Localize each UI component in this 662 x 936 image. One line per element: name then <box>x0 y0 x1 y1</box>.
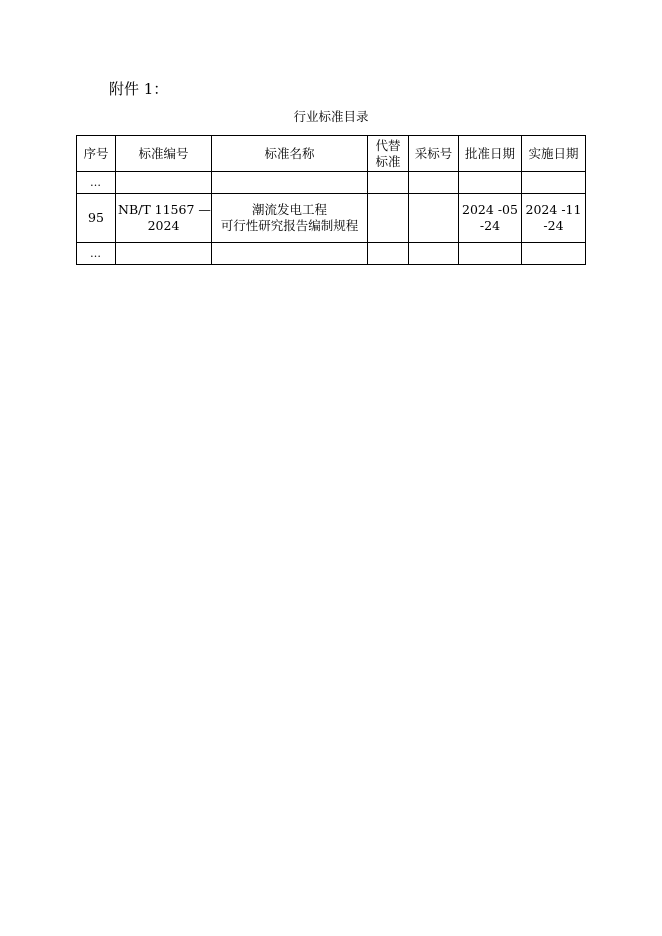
empty-cell <box>522 172 586 194</box>
empty-cell <box>116 243 212 265</box>
header-standard-name: 标准名称 <box>212 136 368 172</box>
empty-cell <box>459 243 522 265</box>
empty-cell <box>459 172 522 194</box>
attachment-label: 附件 1： <box>109 80 169 98</box>
standard-name-line2: 可行性研究报告编制规程 <box>220 218 359 233</box>
header-adopted-standard: 采标号 <box>409 136 459 172</box>
effective-date-line1: 2024 -11 <box>525 202 582 217</box>
empty-cell <box>368 172 409 194</box>
ellipsis-cell: … <box>77 243 116 265</box>
approval-date-line1: 2024 -05 <box>462 202 518 217</box>
approval-date-line2: -24 <box>479 218 501 233</box>
empty-cell <box>368 243 409 265</box>
standard-name-line1: 潮流发电工程 <box>251 202 327 217</box>
standard-code-line2: 2024 <box>147 218 180 233</box>
header-effective-date: 实施日期 <box>522 136 586 172</box>
header-seq: 序号 <box>77 136 116 172</box>
catalog-title: 行业标准目录 <box>293 109 369 124</box>
empty-cell <box>409 172 459 194</box>
cell-replaced-standard <box>368 194 409 243</box>
ellipsis-cell: … <box>77 172 116 194</box>
empty-cell <box>212 172 368 194</box>
header-approval-date: 批准日期 <box>459 136 522 172</box>
cell-standard-name <box>212 194 368 243</box>
cell-seq: 95 <box>77 194 116 243</box>
cell-effective-date <box>522 194 586 243</box>
header-replaced-standard <box>368 136 409 172</box>
standards-table <box>76 135 586 265</box>
table-header-row <box>77 136 586 172</box>
empty-cell <box>409 243 459 265</box>
cell-standard-code <box>116 194 212 243</box>
empty-cell <box>212 243 368 265</box>
table-row-ellipsis-top <box>77 172 586 194</box>
cell-adopted-standard <box>409 194 459 243</box>
header-replaced-line2: 标准 <box>375 153 401 169</box>
empty-cell <box>522 243 586 265</box>
empty-cell <box>116 172 212 194</box>
table-row <box>77 194 586 243</box>
standard-code-line1: NB/T 11567 — <box>118 202 211 217</box>
header-replaced-line1: 代替 <box>375 137 401 153</box>
header-standard-code: 标准编号 <box>116 136 212 172</box>
effective-date-line2: -24 <box>543 218 564 233</box>
table-row-ellipsis-bottom <box>77 243 586 265</box>
cell-approval-date <box>459 194 522 243</box>
